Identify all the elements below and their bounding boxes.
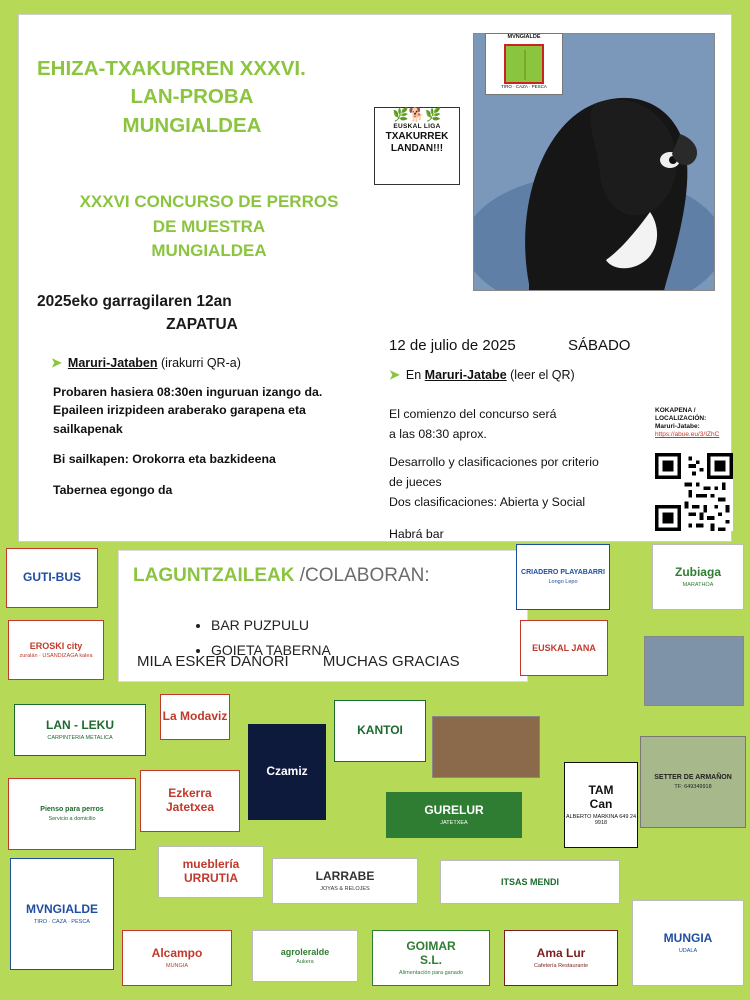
sponsor-logo-czamiz bbox=[248, 724, 326, 820]
sponsor-subtitle: JOYAS & RELOJES bbox=[320, 885, 370, 892]
sponsor-subtitle: JATETXEA bbox=[440, 819, 468, 826]
arrow-icon: ➤ bbox=[389, 367, 400, 382]
wreath-dog-icon: 🌿🐕🌿 bbox=[392, 107, 442, 122]
date-spanish bbox=[389, 337, 689, 354]
sponsor-name-line: TAM bbox=[588, 783, 614, 798]
sponsor-subtitle: CARPINTERIA METALICA bbox=[47, 734, 113, 741]
sponsor-logo-tam-can bbox=[564, 762, 638, 848]
collaborators-title-basque: LAGUNTZAILEAK bbox=[133, 565, 295, 586]
sponsor-logo-guti-bus bbox=[6, 548, 98, 608]
euskal-liga-top-text: EUSKAL LIGA bbox=[393, 123, 441, 130]
sponsor-subtitle: UDALA bbox=[678, 947, 698, 954]
body-basque-line-1: Probaren hasiera 08:30en inguruan izango da. bbox=[53, 385, 323, 399]
arrow-icon: ➤ bbox=[51, 355, 62, 370]
sponsor-logo-bar-photo-1 bbox=[432, 716, 540, 778]
sponsor-name-line: MUNGIA bbox=[663, 931, 713, 946]
sponsor-name-line: S.L. bbox=[419, 953, 442, 967]
qr-url-link[interactable]: https://abue.eu/3/IZhC bbox=[655, 431, 720, 439]
body-basque-line-2: Epaileen irizpideen araberako garapena eta bbox=[53, 403, 306, 418]
sponsor-logo-criadero-playabarri bbox=[516, 544, 610, 610]
sponsor-name-line: ITSAS MENDI bbox=[500, 876, 559, 887]
sponsor-logo-ama-lur bbox=[504, 930, 618, 986]
list-item: • BAR PUZPULU bbox=[211, 613, 331, 638]
title-basque bbox=[37, 55, 347, 140]
crest-shield-icon bbox=[504, 44, 544, 84]
date-basque-line-2: ZAPATUA bbox=[166, 316, 238, 334]
euskal-liga-line-1: TXAKURREK bbox=[385, 131, 449, 142]
club-crest bbox=[485, 33, 563, 95]
sponsor-name-line: La Modaviz bbox=[162, 709, 228, 724]
location-basque-note: (irakurri QR-a) bbox=[161, 356, 241, 370]
sponsor-name-line: Pienso para perros bbox=[40, 805, 104, 813]
sponsor-subtitle: Alimentación para ganado bbox=[399, 969, 463, 976]
sponsor-subtitle: TF: 649349918 bbox=[674, 784, 712, 791]
sponsor-name-line: Jatetxea bbox=[165, 800, 215, 814]
date-basque bbox=[37, 290, 367, 337]
title-spanish bbox=[39, 190, 379, 264]
sponsor-name-line: Zubiaga bbox=[674, 565, 721, 580]
sponsor-logo-kantoi bbox=[334, 700, 426, 762]
sponsor-subtitle: Longo Lepo bbox=[548, 579, 578, 586]
body-basque-line-3: sailkapenak bbox=[53, 421, 123, 436]
sponsor-subtitle: MARATHOA bbox=[682, 581, 714, 588]
sponsor-logo-mvngialde-club bbox=[10, 858, 114, 970]
sponsor-name-line: SETTER DE ARMAÑON bbox=[654, 773, 732, 781]
sponsor-name-line: LAN - LEKU bbox=[46, 718, 114, 733]
euskal-liga-logo bbox=[374, 107, 460, 185]
thanks-basque: MILA ESKER DANORI bbox=[137, 653, 289, 670]
thanks-spanish: MUCHAS GRACIAS bbox=[322, 653, 460, 670]
qr-code-icon bbox=[655, 453, 733, 531]
title-basque-line-1: EHIZA-TXAKURREN XXXVI. bbox=[37, 57, 306, 80]
event-info-panel bbox=[18, 14, 732, 542]
title-spanish-line-3: MUNGIALDEA bbox=[151, 241, 267, 261]
sponsor-name-line: LARRABE bbox=[315, 869, 375, 884]
sponsor-logo-euskal-jana bbox=[520, 620, 608, 676]
location-spanish-link[interactable]: Maruri-Jatabe bbox=[424, 368, 507, 382]
sponsor-subtitle: Servicio a domicilio bbox=[48, 816, 96, 823]
date-basque-line-1: 2025eko garragilaren 12an bbox=[37, 293, 232, 310]
date-spanish-text: 12 de julio de 2025 bbox=[389, 337, 516, 354]
poster bbox=[18, 14, 732, 986]
collaborators-title bbox=[133, 565, 430, 587]
sponsor-logo-zubiaga-marathoa bbox=[652, 544, 744, 610]
sponsor-name-line: Czamiz bbox=[266, 764, 308, 779]
thanks-text bbox=[137, 653, 460, 670]
sponsor-logo-itsas-mendi bbox=[440, 860, 620, 904]
sponsor-logo-goimar-sl bbox=[372, 930, 490, 986]
sponsor-subtitle: Aukera bbox=[296, 959, 314, 966]
collaborators-panel bbox=[118, 550, 528, 682]
qr-caption-line-2: LOCALIZACIÓN: bbox=[655, 415, 707, 423]
bar-note-basque: Tabernea egongo da bbox=[53, 483, 173, 497]
club-crest-caption: MVNGIALDE bbox=[507, 34, 541, 40]
sponsor-logo-lan-leku bbox=[14, 704, 146, 756]
sponsor-logo-la-modaviz bbox=[160, 694, 230, 740]
sponsor-name-line: Ezkerra bbox=[168, 786, 212, 801]
title-basque-line-2: LAN-PROBA bbox=[130, 85, 254, 109]
sponsor-logo-muebleria-urrutia bbox=[158, 846, 264, 898]
sponsor-logo-pienso-perros bbox=[8, 778, 136, 850]
collaborators-title-spanish: /COLABORAN: bbox=[299, 565, 430, 586]
body-spanish-line-1: El comienzo del concurso será bbox=[389, 407, 557, 421]
sponsor-subtitle: MUNGIA bbox=[166, 962, 188, 969]
sponsor-logo-larrabe-joyas bbox=[272, 858, 418, 904]
sponsor-name-line: Alcampo bbox=[151, 946, 203, 961]
sponsor-name-line: Ama Lur bbox=[536, 946, 586, 961]
sponsor-logo-mungia-udala bbox=[632, 900, 744, 986]
sponsor-name-line: EROSKI city bbox=[29, 640, 83, 651]
sponsor-subtitle: ALBERTO MARKINA 649 24 9918 bbox=[565, 813, 637, 826]
sponsor-logo-setter-de-armanon bbox=[640, 736, 746, 828]
location-basque-link[interactable]: Maruri-Jataben bbox=[67, 356, 158, 370]
sponsor-name-line: GUTI-BUS bbox=[23, 570, 81, 585]
body-spanish-line-2: a las 08:30 aprox. bbox=[389, 426, 487, 441]
date-spanish-day: SÁBADO bbox=[567, 337, 631, 354]
sponsor-logo-alcampo-mungia bbox=[122, 930, 232, 986]
qr-caption bbox=[655, 407, 733, 440]
euskal-liga-line-2: LANDAN!!! bbox=[390, 143, 444, 154]
body-spanish-line-3: Desarrollo y clasificaciones por criterio bbox=[389, 454, 599, 469]
location-spanish bbox=[389, 367, 689, 383]
body-spanish bbox=[389, 405, 639, 513]
title-spanish-line-1: XXXVI CONCURSO DE PERROS bbox=[79, 192, 339, 211]
sponsor-logo-storefront-photo bbox=[644, 636, 744, 706]
body-spanish-line-4: de jueces bbox=[389, 474, 442, 489]
sponsor-name-line: agroleralde bbox=[280, 946, 330, 957]
club-crest-sub: TIRO · CAZA · PESCA bbox=[501, 84, 547, 89]
sponsor-name-line: CRIADERO PLAYABARRI bbox=[521, 568, 605, 576]
location-spanish-note: (leer el QR) bbox=[506, 368, 575, 382]
bar-note-spanish: Habrá bar bbox=[389, 527, 444, 541]
title-spanish-line-2: DE MUESTRA bbox=[152, 216, 266, 236]
sponsor-name-line: mueblería bbox=[182, 857, 240, 872]
sponsor-name-line: EUSKAL JANA bbox=[532, 642, 596, 653]
location-basque bbox=[51, 355, 381, 371]
sponsor-name-line: KANTOI bbox=[357, 723, 403, 738]
body-basque-line-4: Bi sailkapen: Orokorra eta bazkideena bbox=[53, 452, 276, 467]
sponsor-subtitle: zuralán · USANDIZAGA kalea bbox=[19, 653, 93, 660]
sponsor-subtitle: TIRO · CAZA · PESCA bbox=[34, 918, 90, 925]
list-item: • GOIETA TABERNA bbox=[211, 638, 331, 663]
sponsor-logo-gurelur-jatetxea bbox=[386, 792, 522, 838]
sponsor-name-line: GOIMAR bbox=[406, 939, 456, 954]
sponsor-name-line: GURELUR bbox=[424, 803, 484, 818]
sponsor-logo-eroski-city bbox=[8, 620, 104, 680]
sponsor-logo-agroleralde bbox=[252, 930, 358, 982]
location-spanish-pre: En bbox=[405, 368, 425, 382]
qr-caption-line-1: KOKAPENA / bbox=[655, 407, 696, 414]
sponsor-name-line: MVNGIALDE bbox=[26, 902, 98, 917]
sponsor-logo-ezkerra-jatetxea bbox=[140, 770, 240, 832]
sponsor-name-line: Can bbox=[589, 797, 613, 811]
qr-caption-line-3: Maruri-Jatabe: bbox=[655, 423, 700, 431]
title-basque-line-3: MUNGIALDEA bbox=[122, 113, 262, 137]
qr-code[interactable] bbox=[655, 453, 733, 531]
body-spanish-line-5: Dos clasificaciones: Abierta y Social bbox=[389, 494, 586, 509]
sponsor-subtitle: Cafetería Restaurante bbox=[533, 962, 589, 969]
sponsor-name-line: URRUTIA bbox=[183, 871, 238, 885]
body-basque bbox=[53, 383, 393, 469]
